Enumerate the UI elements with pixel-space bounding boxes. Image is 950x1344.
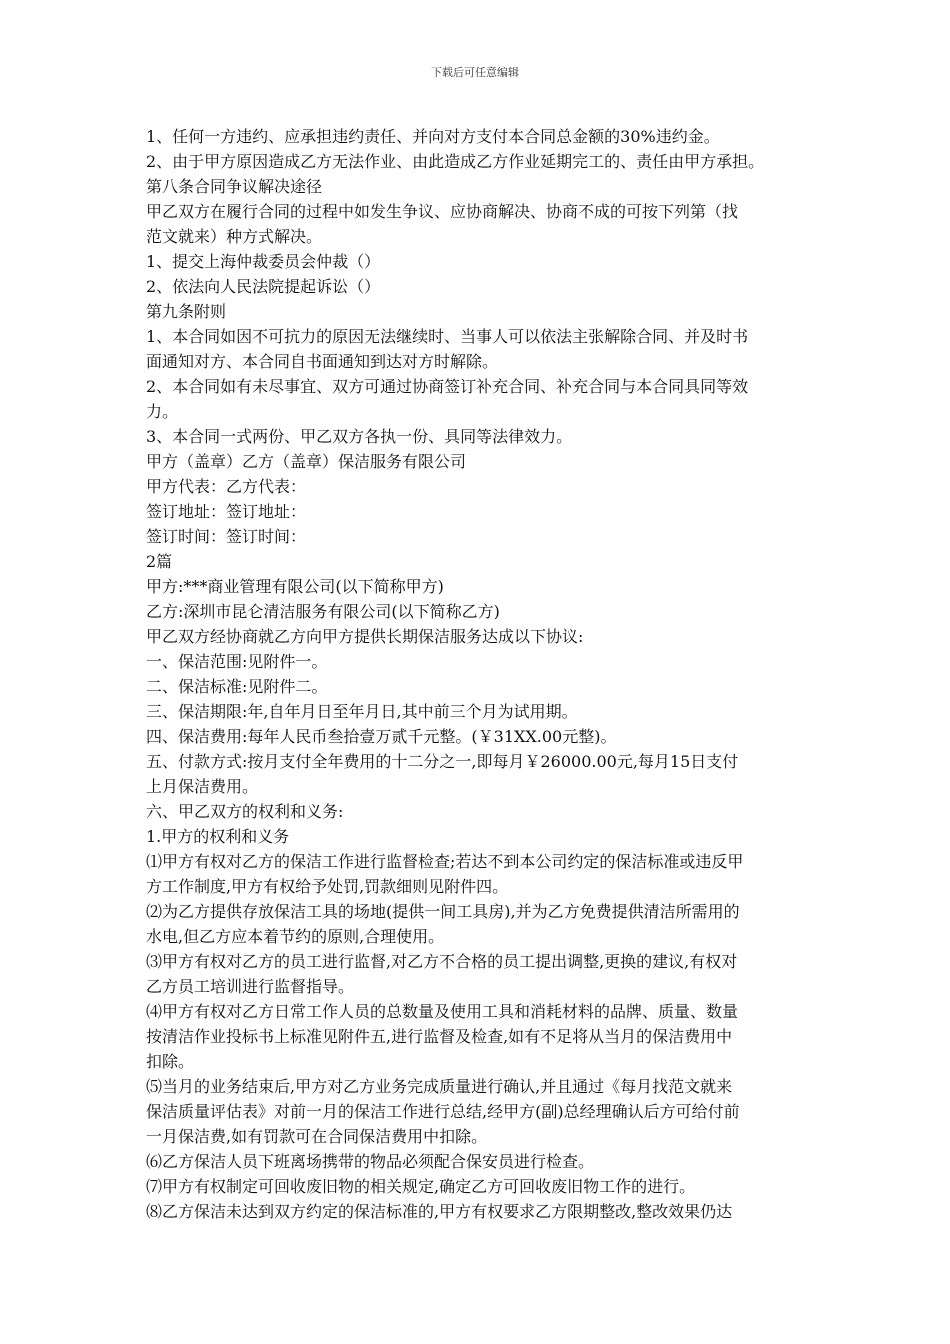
- text-line: 第九条附则: [146, 302, 227, 321]
- text-line: 力。: [146, 402, 179, 421]
- text-line: 范文就来）种方式解决。: [146, 227, 323, 246]
- text-line: ⑷甲方有权对乙方日常工作人员的总数量及使用工具和消耗材料的品牌、质量、数量: [146, 1002, 739, 1021]
- text-line: 甲乙双方经协商就乙方向甲方提供长期保洁服务达成以下协议:: [146, 627, 584, 646]
- text-line: 面通知对方、本合同自书面通知到达对方时解除。: [146, 352, 499, 371]
- text-line: 甲方代表：乙方代表：: [146, 477, 307, 496]
- text-line: 按清洁作业投标书上标准见附件五,进行监督及检查,如有不足将从当月的保洁费用中: [146, 1027, 733, 1046]
- text-line: ⑺甲方有权制定可回收废旧物的相关规定,确定乙方可回收废旧物工作的进行。: [146, 1177, 696, 1196]
- text-line: 2、本合同如有未尽事宜、双方可通过协商签订补充合同、补充合同与本合同具同等效: [146, 377, 749, 396]
- page-header: 下载后可任意编辑: [431, 66, 519, 79]
- text-line: 签订地址：签订地址：: [146, 502, 307, 521]
- text-line: ⑵为乙方提供存放保洁工具的场地(提供一间工具房),并为乙方免费提供清洁所需用的: [146, 902, 740, 921]
- text-line: 3、本合同一式两份、甲乙双方各执一份、具同等法律效力。: [146, 427, 573, 446]
- text-line: 2、依法向人民法院提起诉讼（）: [146, 277, 381, 296]
- text-line: ⑸当月的业务结束后,甲方对乙方业务完成质量进行确认,并且通过《每月找范文就来: [146, 1077, 733, 1096]
- text-line: 四、保洁费用:每年人民币叁拾壹万贰千元整。(￥31XX.00元整)。: [146, 727, 617, 746]
- text-line: 甲方:***商业管理有限公司(以下简称甲方): [146, 577, 444, 596]
- text-line: 1、任何一方违约、应承担违约责任、并向对方支付本合同总金额的30%违约金。: [146, 127, 720, 146]
- document-body: [146, 124, 810, 1224]
- text-line: 三、保洁期限:年,自年月日至年月日,其中前三个月为试用期。: [146, 702, 578, 721]
- text-line: 方工作制度,甲方有权给予处罚,罚款细则见附件四。: [146, 877, 509, 896]
- text-line: ⑹乙方保洁人员下班离场携带的物品必须配合保安员进行检查。: [146, 1152, 595, 1171]
- text-line: ⑴甲方有权对乙方的保洁工作进行监督检查;若达不到本公司约定的保洁标准或违反甲: [146, 852, 744, 871]
- text-line: 上月保洁费用。: [146, 777, 259, 796]
- text-line: 乙方:深圳市昆仑清洁服务有限公司(以下简称乙方): [146, 602, 500, 621]
- text-line: 2篇: [146, 552, 173, 571]
- text-line: 六、甲乙双方的权利和义务:: [146, 802, 344, 821]
- text-line: ⑶甲方有权对乙方的员工进行监督,对乙方不合格的员工提出调整,更换的建议,有权对: [146, 952, 738, 971]
- text-line: 甲乙双方在履行合同的过程中如发生争议、应协商解决、协商不成的可按下列第（找: [146, 202, 739, 221]
- text-line: 乙方员工培训进行监督指导。: [146, 977, 355, 996]
- text-line: 2、由于甲方原因造成乙方无法作业、由此造成乙方作业延期完工的、责任由甲方承担。: [146, 152, 765, 171]
- text-line: 1.甲方的权利和义务: [146, 827, 290, 846]
- text-line: 二、保洁标准:见附件二。: [146, 677, 328, 696]
- text-line: 一月保洁费,如有罚款可在合同保洁费用中扣除。: [146, 1127, 488, 1146]
- text-line: 五、付款方式:按月支付全年费用的十二分之一,即每月￥26000.00元,每月15日支付: [146, 752, 739, 771]
- text-line: 保洁质量评估表》对前一月的保洁工作进行总结,经甲方(副)总经理确认后方可给付前: [146, 1102, 740, 1121]
- text-line: 甲方（盖章）乙方（盖章）保洁服务有限公司: [146, 452, 467, 471]
- text-line: 第八条合同争议解决途径: [146, 177, 323, 196]
- text-line: 签订时间：签订时间：: [146, 527, 307, 546]
- text-line: 1、提交上海仲裁委员会仲裁（）: [146, 252, 381, 271]
- text-line: 水电,但乙方应本着节约的原则,合理使用。: [146, 927, 445, 946]
- text-line: ⑻乙方保洁未达到双方约定的保洁标准的,甲方有权要求乙方限期整改,整改效果仍达: [146, 1202, 733, 1221]
- text-line: 扣除。: [146, 1052, 195, 1071]
- text-line: 一、保洁范围:见附件一。: [146, 652, 328, 671]
- text-line: 1、本合同如因不可抗力的原因无法继续时、当事人可以依法主张解除合同、并及时书: [146, 327, 749, 346]
